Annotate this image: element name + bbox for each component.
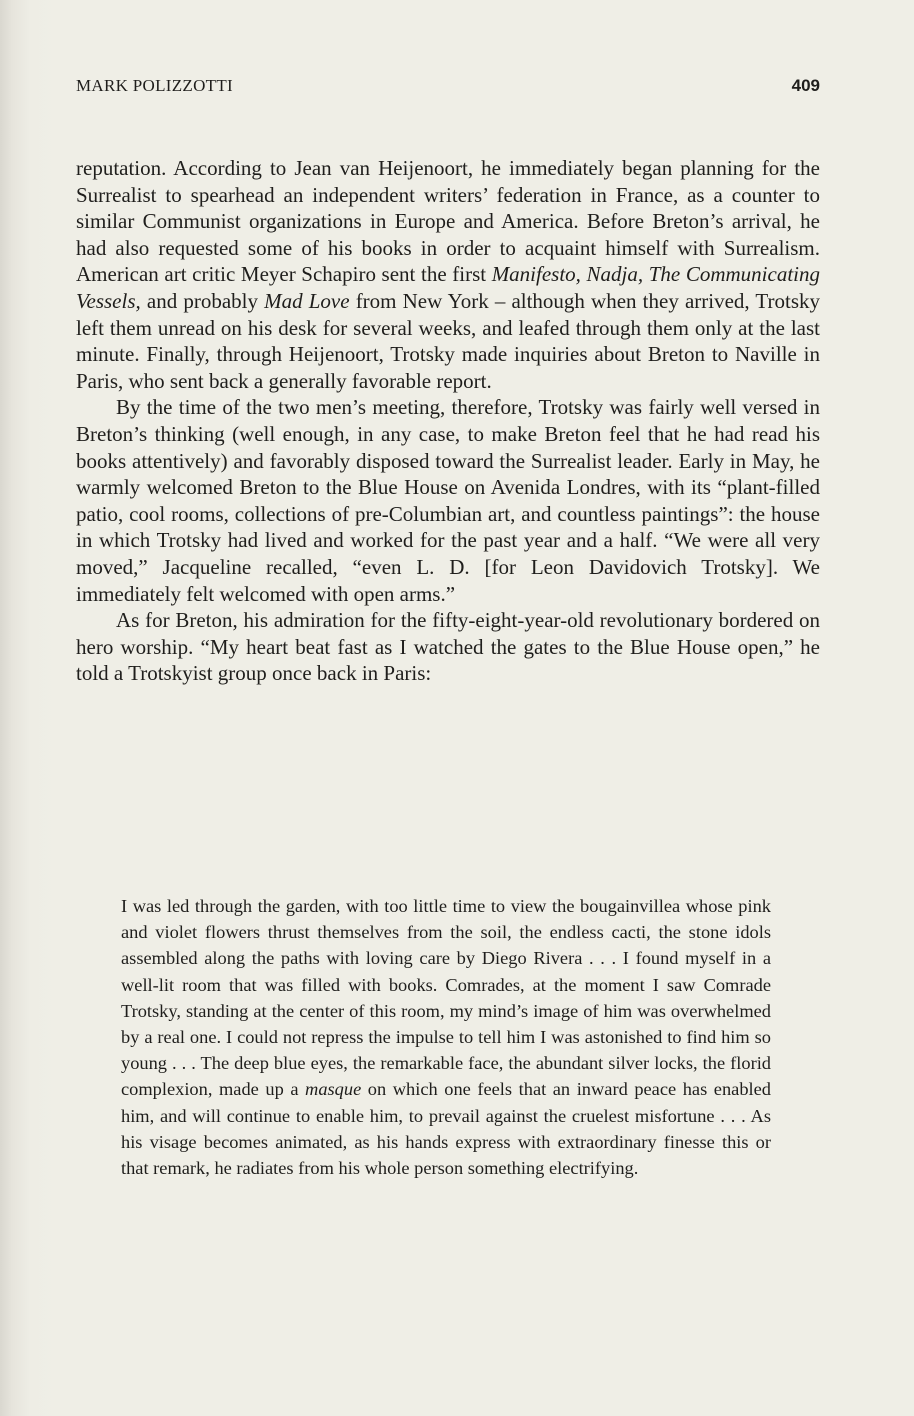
book-titles-manifesto-nadja-vessels: Manifesto, Nadja, The Communicating Vessels, [76,262,820,313]
block-quote-text-b: on which one feels that an inward peace has enabled him, and will continue to enable him, to prevail against the cruelest misfortune . . . As his visage becomes animated, as his hands express with extraordinary finesse this or that remark, he radiates from his whole person something electrifying. [121,1079,771,1179]
running-head [76,76,820,100]
body-text [76,155,820,687]
paragraph-1-text-a: reputation. According to Jean van Heijenoort, he immediately began planning for the Surrealist to spearhead an independent writers’ federation in France, as a counter to similar Communist organizations in Europe and America. Before Breton’s arrival, he had also requested some of his books in order to acquaint himself with Surrealism. American art critic Meyer Schapiro sent the first [76,156,820,287]
page-number: 409 [791,76,820,95]
paragraph-1-text-b: and probably [140,288,265,313]
book-title-mad-love: Mad Love [264,288,350,313]
paragraph-3: As for Breton, his admiration for the fifty-eight-year-old revolutionary bordered on hero worship. “My heart beat fast as I watched the gates to the Blue House open,” he told a Trotskyist group once back in Paris: [76,608,820,686]
running-head-author: MARK POLIZZOTTI [76,76,234,95]
paragraph-1 [76,155,820,394]
block-quote-text-a: I was led through the garden, with too little time to view the bougainvillea whose pink and violet flowers thrust themselves from the soil, the endless cacti, the stone idols assembled along the paths with loving care by Diego Rivera . . . I found myself in a well-lit room that was filled with books. Comrades, at the moment I saw Comrade Trotsky, standing at the center of this room, my mind’s image of him was overwhelmed by a real one. I could not repress the impulse to tell him I was astonished to find him so young . . . The deep blue eyes, the remarkable face, the abundant silver locks, the florid complexion, made up a [121,896,771,1100]
block-quote-italic-masque: masque [305,1079,362,1100]
paragraph-1-text-c: from New York – although when they arrived, Trotsky left them unread on his desk for several weeks, and leafed through them only at the last minute. Finally, through Heijenoort, Trotsky made inquiries about Breton to Naville in Paris, who sent back a generally favorable report. [76,288,820,393]
block-quote [121,893,771,1181]
paragraph-2: By the time of the two men’s meeting, therefore, Trotsky was fairly well versed in Breton’s thinking (well enough, in any case, to make Breton feel that he had read his books attentively) and favorably disposed toward the Surrealist leader. Early in May, he warmly welcomed Breton to the Blue House on Avenida Londres, with its “plant-filled patio, cool rooms, collections of pre-Columbian art, and countless paintings”: the house in which Trotsky had lived and worked for the past year and a half. “We were all very moved,” Jacqueline recalled, “even L. D. [for Leon Davidovich Trotsky]. We immediately felt welcomed with open arms.” [76,395,820,606]
